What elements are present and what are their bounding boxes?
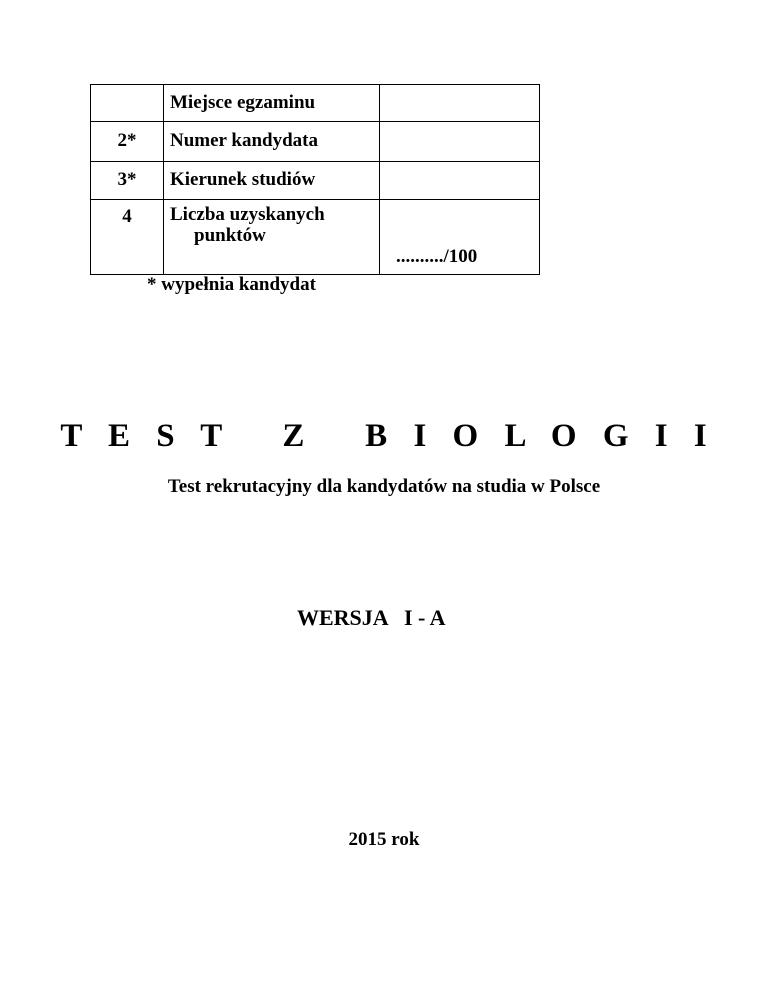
row-label xyxy=(164,200,380,275)
row-label-text: Kierunek studiów xyxy=(170,169,316,191)
row-number: 4 xyxy=(91,200,164,275)
row-label xyxy=(164,85,380,122)
row-number: 2* xyxy=(91,122,164,162)
test-version: WERSJA I - A xyxy=(297,605,446,630)
candidate-info-table xyxy=(90,84,540,275)
row-label-text: Miejsce egzaminu xyxy=(170,91,316,113)
year-label: 2015 rok xyxy=(348,829,420,850)
field-of-study-field[interactable] xyxy=(380,162,540,200)
table-row-field-of-study xyxy=(91,162,540,200)
row-label xyxy=(164,162,380,200)
table-row-exam-location xyxy=(91,85,540,122)
exam-location-field[interactable] xyxy=(380,85,540,122)
row-label-text: Numer kandydata xyxy=(170,130,318,152)
footnote: * wypełnia kandydat xyxy=(147,274,316,295)
candidate-number-field[interactable] xyxy=(380,122,540,162)
row-number: 3* xyxy=(91,162,164,200)
table-row-points xyxy=(91,200,540,275)
row-label-text-continued: punktów xyxy=(194,224,266,246)
page-subtitle: Test rekrutacyjny dla kandydatów na studia w Polsce xyxy=(167,476,601,497)
page-title: T E S T Z B I O L O G I I xyxy=(60,418,716,454)
row-label xyxy=(164,122,380,162)
table-row-candidate-number xyxy=(91,122,540,162)
row-label-text: Liczba uzyskanych xyxy=(170,204,325,225)
row-number xyxy=(91,85,164,122)
points-score-field: ........../100 xyxy=(380,200,540,275)
